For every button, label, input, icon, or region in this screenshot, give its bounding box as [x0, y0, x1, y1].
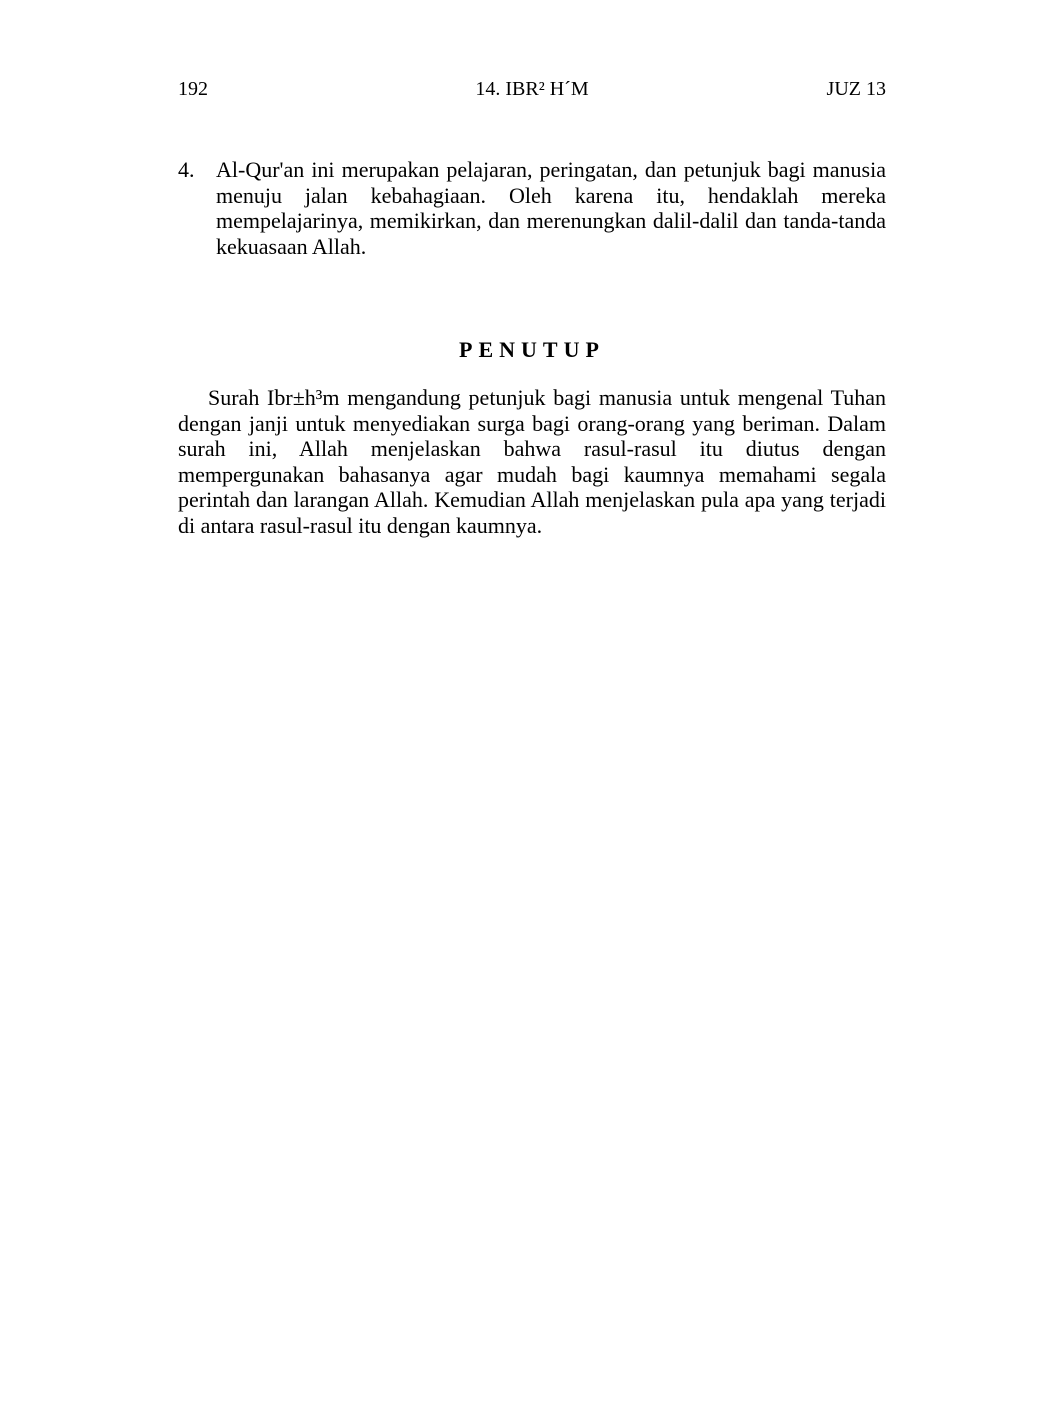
list-item-text: Al-Qur'an ini merupakan pelajaran, peringatan, dan petunjuk bagi manusia menuju jalan kebahagiaan. Oleh karena itu, hendaklah mereka mempelajarinya, memikirkan, dan merenungkan dalil-dalil dan tanda-tanda kekuasaan Allah. [216, 157, 886, 259]
list-item-number: 4. [178, 157, 195, 182]
juz-label: JUZ 13 [826, 78, 886, 100]
section-heading: PENUTUP [459, 337, 605, 362]
closing-paragraph: Surah Ibr±h³m mengandung petunjuk bagi manusia untuk mengenal Tuhan dengan janji untuk menyediakan surga bagi orang-orang yang beriman. Dalam surah ini, Allah menjelaskan bahwa rasul-rasul itu diutus dengan mempergunakan bahasanya agar mudah bagi kaumnya memahami segala perintah dan larangan Allah. Kemudian Allah menjelaskan pula apa yang terjadi di antara rasul-rasul itu dengan kaumnya. [178, 385, 886, 538]
numbered-list-item [178, 157, 886, 259]
running-title: 14. IBR² H´M [475, 78, 589, 100]
page-header [178, 76, 886, 102]
page-number: 192 [178, 78, 208, 100]
